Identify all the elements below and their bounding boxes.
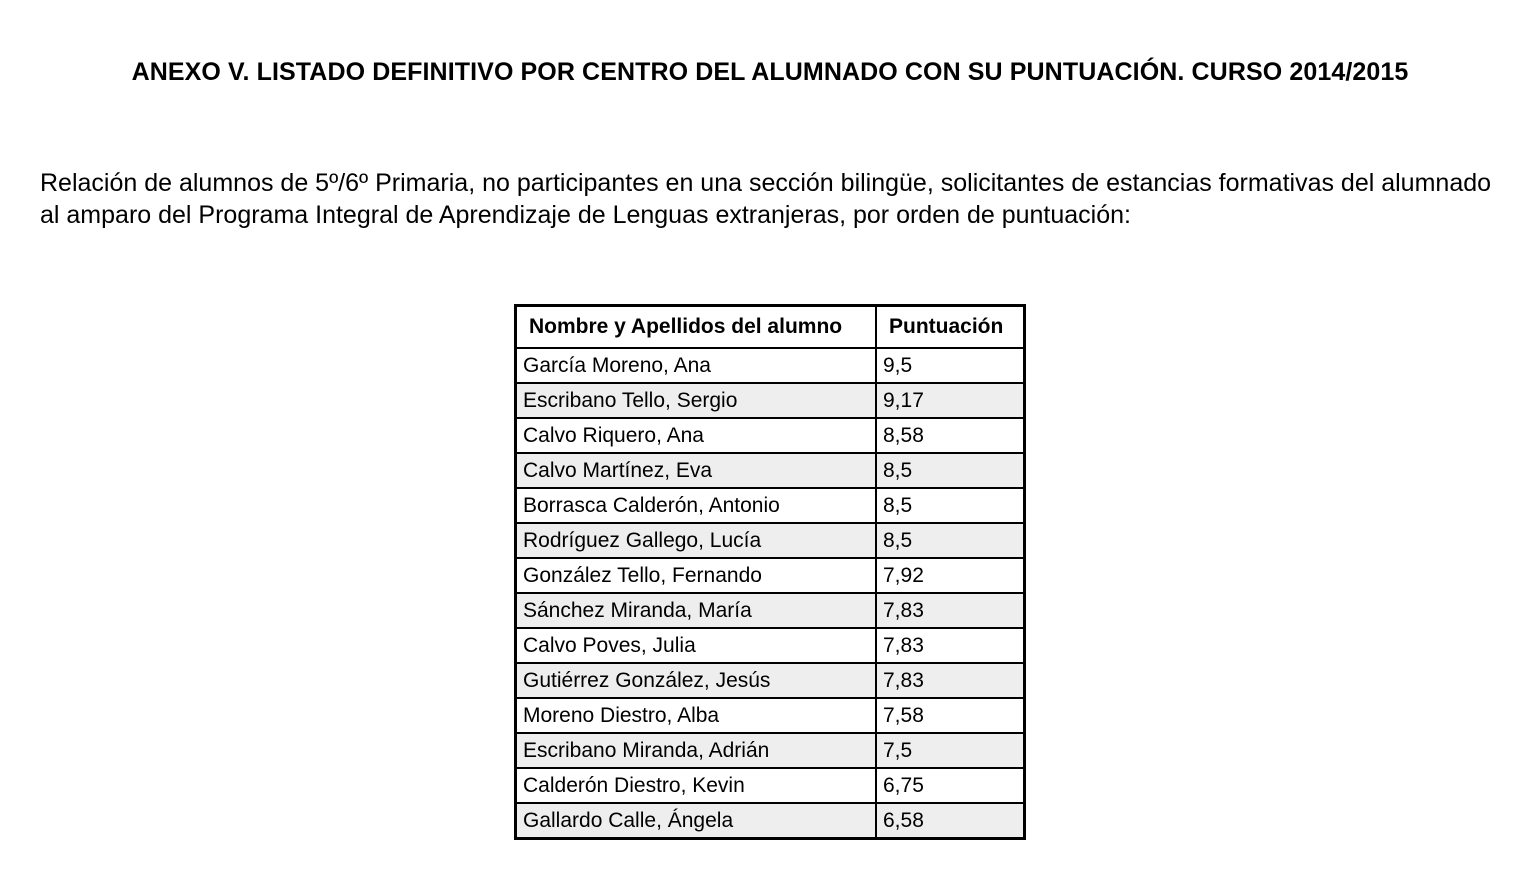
table-row: [516, 558, 1025, 593]
table-row: [516, 698, 1025, 733]
student-name-cell: Gutiérrez González, Jesús: [516, 663, 877, 698]
table-row: [516, 803, 1025, 839]
scores-table-container: [514, 304, 1026, 840]
column-header-name: Nombre y Apellidos del alumno: [516, 306, 877, 349]
table-header-row: [516, 306, 1025, 349]
table-row: [516, 348, 1025, 383]
column-header-score: Puntuación: [876, 306, 1025, 349]
student-name-cell: Gallardo Calle, Ángela: [516, 803, 877, 839]
student-name-cell: Escribano Tello, Sergio: [516, 383, 877, 418]
student-score-cell: 7,92: [876, 558, 1025, 593]
student-score-cell: 7,83: [876, 663, 1025, 698]
table-row: [516, 453, 1025, 488]
student-name-cell: Calvo Poves, Julia: [516, 628, 877, 663]
table-row: [516, 523, 1025, 558]
student-score-cell: 8,5: [876, 523, 1025, 558]
intro-paragraph: Relación de alumnos de 5º/6º Primaria, no participantes en una sección bilingüe, solicitantes de estancias formativas del alumnado al amparo del Programa Integral de Aprendizaje de Lenguas extranjeras, por orden de puntuación:: [40, 169, 1492, 229]
table-row: [516, 418, 1025, 453]
student-score-cell: 7,83: [876, 628, 1025, 663]
table-row: [516, 488, 1025, 523]
table-row: [516, 768, 1025, 803]
student-score-cell: 8,5: [876, 453, 1025, 488]
student-score-cell: 6,58: [876, 803, 1025, 839]
table-row: [516, 593, 1025, 628]
student-name-cell: García Moreno, Ana: [516, 348, 877, 383]
student-name-cell: González Tello, Fernando: [516, 558, 877, 593]
student-name-cell: Calvo Riquero, Ana: [516, 418, 877, 453]
student-score-cell: 8,58: [876, 418, 1025, 453]
student-name-cell: Borrasca Calderón, Antonio: [516, 488, 877, 523]
student-score-cell: 7,83: [876, 593, 1025, 628]
table-body: [516, 348, 1025, 839]
student-name-cell: Calvo Martínez, Eva: [516, 453, 877, 488]
student-name-cell: Rodríguez Gallego, Lucía: [516, 523, 877, 558]
student-score-cell: 9,17: [876, 383, 1025, 418]
table-row: [516, 663, 1025, 698]
table-row: [516, 733, 1025, 768]
student-name-cell: Escribano Miranda, Adrián: [516, 733, 877, 768]
document-title: ANEXO V. LISTADO DEFINITIVO POR CENTRO DEL ALUMNADO CON SU PUNTUACIÓN. CURSO 2014/2015: [131, 58, 1409, 86]
table-row: [516, 628, 1025, 663]
student-score-cell: 8,5: [876, 488, 1025, 523]
student-name-cell: Sánchez Miranda, María: [516, 593, 877, 628]
table-row: [516, 383, 1025, 418]
student-score-cell: 7,5: [876, 733, 1025, 768]
student-score-cell: 6,75: [876, 768, 1025, 803]
student-score-cell: 7,58: [876, 698, 1025, 733]
scores-table: [514, 304, 1026, 840]
student-name-cell: Moreno Diestro, Alba: [516, 698, 877, 733]
student-score-cell: 9,5: [876, 348, 1025, 383]
student-name-cell: Calderón Diestro, Kevin: [516, 768, 877, 803]
